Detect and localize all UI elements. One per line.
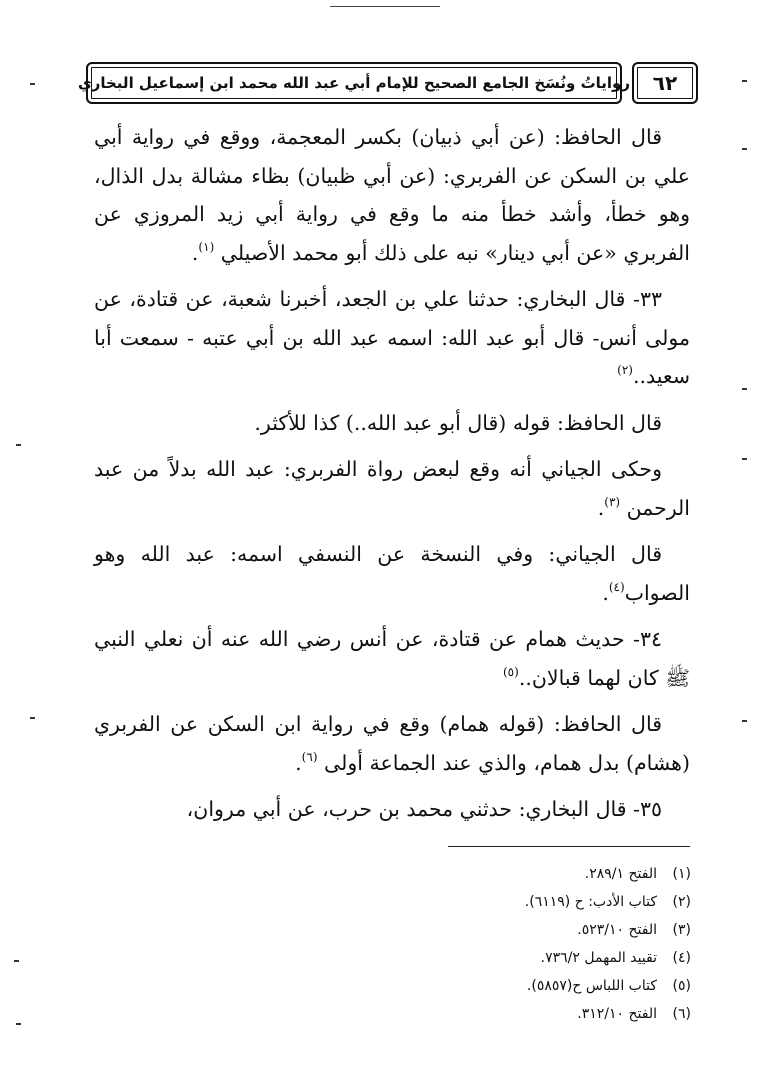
scan-speck	[16, 444, 21, 446]
scan-speck	[30, 717, 35, 719]
main-text	[94, 118, 690, 837]
footnote-ref: (٢)	[617, 363, 633, 377]
scan-speck	[742, 458, 747, 460]
scan-speck	[742, 388, 747, 390]
footnote-number: (٢)	[672, 894, 691, 910]
top-rule	[330, 6, 440, 7]
scan-speck	[14, 960, 19, 962]
footnote-ref: (٤)	[608, 579, 625, 594]
scan-speck	[30, 83, 35, 85]
paragraph: ٣٥- قال البخاري: حدثني محمد بن حرب، عن أبي مروان،	[186, 797, 662, 821]
paragraph: قال الجياني: وفي النسخة عن النسفي اسمه: عبد الله وهو الصواب$^{(٤)}$.	[94, 542, 690, 605]
paragraph: قال الحافظ: (قوله همام) وقع في رواية ابن السكن عن الفربري (هشام) بدل همام، والذي عند الجماعة أولى $^{(٦)}$.	[94, 712, 690, 775]
paragraph: قال الحافظ: (عن أبي ذبيان) بكسر المعجمة، ووقع في رواية أبي علي بن السكن عن الفربري: (عن أبي ظبيان) بظاء مشالة بدل الذال، وهو خطأ، وأشد خطأ منه ما وقع في رواية أبي زيد المروزي عن الفربري «عن أبي دينار» نبه على ذلك أبو محمد الأصيلي $^{(١)}$.	[94, 125, 690, 265]
footnotes	[391, 860, 691, 1028]
footnote-text: الفتح ٢٨٩/١.	[584, 866, 657, 882]
footnote-ref: (٦)	[301, 749, 318, 764]
footnote-item	[391, 972, 691, 1000]
footnote-item	[391, 944, 691, 972]
paragraph: ٣٣- قال البخاري: حدثنا علي بن الجعد، أخبرنا شعبة، عن قتادة، عن مولى أنس- قال أبو عبد الله: اسمه عبد الله بن أبي عتبه - سمعت أبا سعيد..$^{(٢)}$	[94, 287, 690, 388]
footnote-item	[391, 860, 691, 888]
running-title-frame	[77, 62, 631, 104]
page-header	[77, 62, 698, 102]
footnote-item	[391, 916, 691, 944]
page-number-frame	[632, 62, 698, 104]
footnote-number: (٤)	[672, 950, 691, 966]
footnote-item	[391, 888, 691, 916]
scan-speck	[742, 720, 747, 722]
footnote-text: تقييد المهمل ٧٣٦/٢.	[540, 950, 657, 966]
footnote-number: (٦)	[672, 1006, 691, 1022]
footnote-text: الفتح ٣١٢/١٠.	[577, 1006, 657, 1022]
footnote-text: كتاب اللباس ح(٥٨٥٧).	[526, 978, 657, 994]
footnote-ref: (١)	[198, 239, 215, 254]
running-title: رواياتُ ونُسَخ الجامع الصحيح للإمام أبي عبد الله محمد ابن إسماعيل البخاري	[77, 74, 631, 92]
footnote-number: (١)	[672, 866, 691, 882]
paragraph: ٣٤- حديث همام عن قتادة، عن أنس رضي الله عنه أن نعلي النبي ﷺ كان لهما قبالان..$^{(٥)}$	[94, 627, 690, 690]
paragraph: قال الحافظ: قوله (قال أبو عبد الله..) كذا للأكثر.	[254, 410, 662, 435]
footnote-text: كتاب الأدب: ح (٦١١٩).	[524, 894, 657, 910]
footnote-ref: (٣)	[604, 494, 621, 509]
page-number: ٦٢	[652, 71, 678, 95]
scan-speck	[16, 1023, 21, 1025]
footnote-separator	[448, 846, 690, 847]
scan-speck	[742, 80, 747, 82]
footnote-text: الفتح ٥٢٣/١٠.	[577, 922, 657, 938]
scan-speck	[742, 148, 747, 150]
footnote-number: (٣)	[672, 922, 691, 938]
footnote-ref: (٥)	[502, 664, 519, 679]
footnote-item	[391, 1000, 691, 1028]
footnote-number: (٥)	[672, 978, 691, 994]
paragraph: وحكى الجياني أنه وقع لبعض رواة الفربري: عبد الله بدلاً من عبد الرحمن $^{(٣)}$.	[94, 457, 690, 520]
